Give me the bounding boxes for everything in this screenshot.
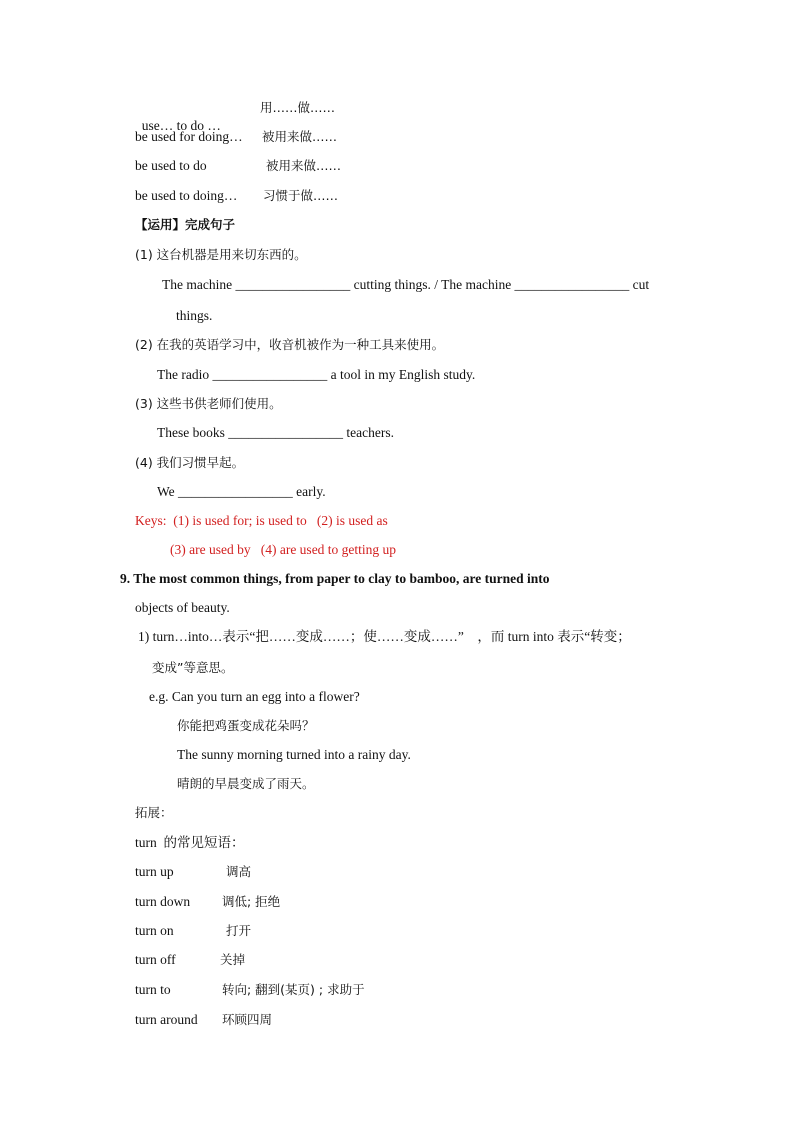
phrase-cn: 打开 [226, 923, 252, 938]
phrase-cn: 转向; 翻到(某页) ; 求助于 [222, 982, 365, 997]
phrase-en: be used for doing… [135, 129, 243, 144]
phrase-en: use… to do … [141, 118, 221, 133]
phrase-cn: 调低; 拒绝 [222, 894, 281, 909]
phrase-en: be used to doing… [135, 188, 238, 203]
phrase-en: turn on [135, 923, 174, 938]
example-sentence: The sunny morning turned into a rainy day. [177, 747, 411, 762]
phrase-cn: 被用来做…… [266, 158, 342, 173]
item-heading-cont: objects of beauty. [135, 600, 230, 615]
answer-keys-cont: (3) are used by (4) are used to getting up [170, 542, 397, 557]
question-zh: (4) 我们习惯早起。 [135, 455, 245, 470]
extension-label: 拓展： [135, 805, 173, 820]
phrase-en: turn up [135, 864, 174, 879]
phrase-cn: 环顾四周 [222, 1012, 273, 1027]
usage-note-cont: 变成”等意思。 [152, 660, 234, 675]
item-heading: 9. The most common things, from paper to clay to bamboo, are turned into [120, 571, 550, 586]
question-en-cont: things. [176, 308, 213, 323]
phrase-en: turn off [135, 952, 176, 967]
phrase-cn: 被用来做…… [262, 129, 338, 144]
question-zh: (2) 在我的英语学习中，收音机被作为一种工具来使用。 [135, 337, 445, 352]
question-zh: (1) 这台机器是用来切东西的。 [135, 247, 307, 262]
question-en: We _________________ early. [157, 484, 326, 499]
phrase-cn: 调高 [226, 864, 252, 879]
exercise-heading: 【运用】完成句子 [135, 217, 236, 232]
question-en: The machine _________________ cutting things. / The machine _________________ cut [162, 277, 650, 292]
phrase-cn: 用……做…… [260, 100, 336, 115]
question-en: These books _________________ teachers. [157, 425, 394, 440]
phrase-cn: 习惯于做…… [263, 188, 339, 203]
phrase-en: turn down [135, 894, 191, 909]
turn-phrases-label: turn 的常见短语： [135, 835, 245, 850]
phrase-en: turn to [135, 982, 171, 997]
question-zh: (3) 这些书供老师们使用。 [135, 396, 282, 411]
phrase-cn: 关掉 [220, 952, 246, 967]
example-sentence: e.g. Can you turn an egg into a flower? [149, 689, 360, 704]
phrase-en: be used to do [135, 158, 207, 173]
example-translation: 晴朗的早晨变成了雨天。 [177, 776, 315, 791]
usage-note: 1) turn…into…表示“把……变成……；使……变成……” ，而 turn into 表示“转变； [138, 629, 631, 644]
answer-keys: Keys: (1) is used for; is used to (2) is used as [135, 513, 388, 528]
phrase-en: turn around [135, 1012, 198, 1027]
example-translation: 你能把鸡蛋变成花朵吗？ [177, 718, 315, 733]
question-en: The radio _________________ a tool in my English study. [157, 367, 476, 382]
